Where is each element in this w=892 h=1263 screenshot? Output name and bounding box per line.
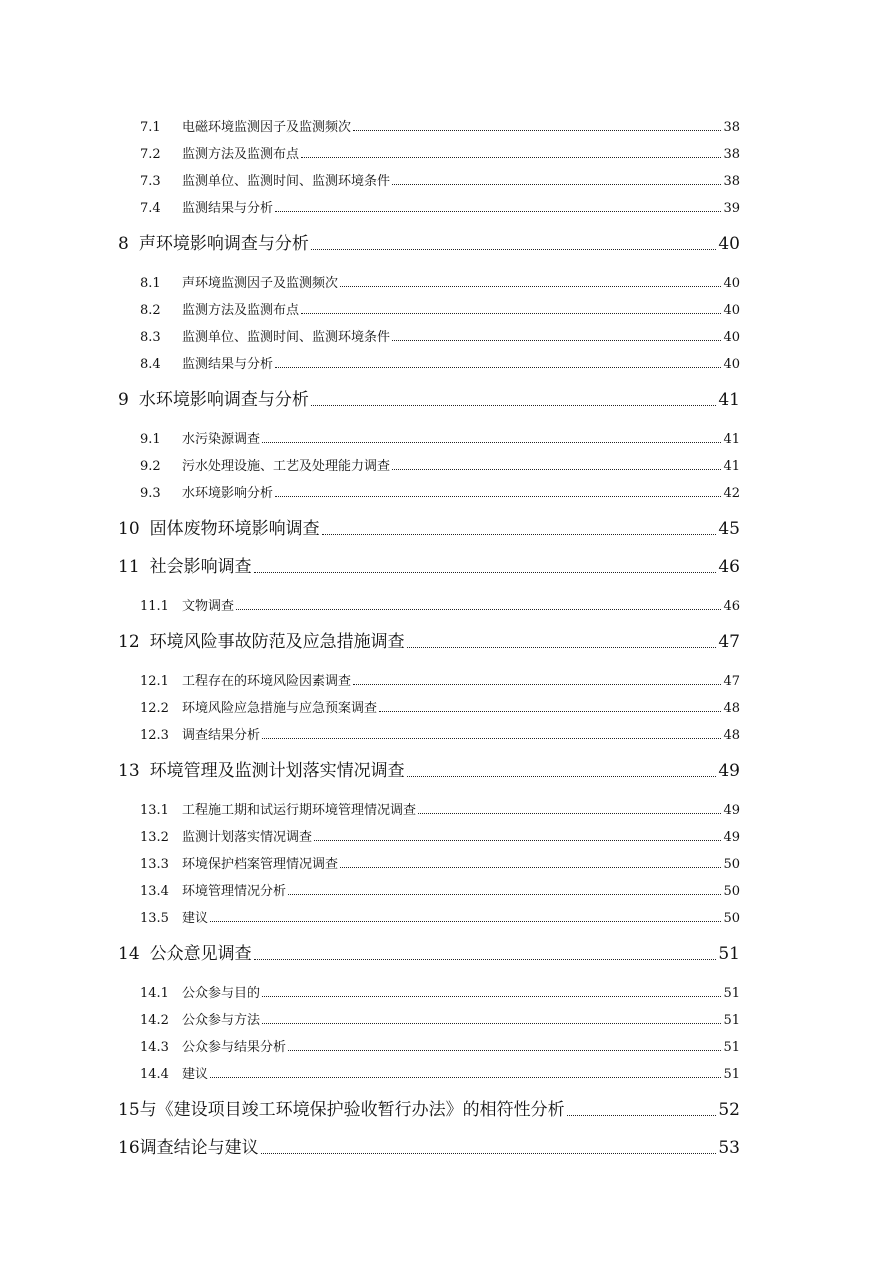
toc-dot-leader	[254, 942, 717, 960]
toc-section-entry[interactable]	[118, 587, 740, 614]
toc-entry-number: 9.3	[140, 486, 161, 501]
toc-entry-title: 公众参与结果分析	[182, 1040, 287, 1055]
toc-entry-number: 9.1	[140, 432, 161, 447]
toc-entry-title: 监测计划落实情况调查	[182, 830, 313, 845]
toc-section-entry[interactable]	[118, 1001, 740, 1028]
toc-entry-number: 12.1	[140, 674, 169, 689]
toc-dot-leader	[340, 854, 721, 868]
toc-entry-page-number: 49	[718, 761, 740, 781]
toc-entry-title: 建议	[182, 911, 209, 926]
toc-entry-page-number: 40	[723, 303, 740, 318]
toc-chapter-entry[interactable]	[118, 1096, 740, 1120]
toc-chapter-entry[interactable]	[118, 757, 740, 781]
toc-dot-leader	[392, 456, 721, 470]
toc-entry-number: 14.1	[140, 986, 169, 1001]
toc-dot-leader	[275, 354, 721, 368]
toc-entry-title: 声环境监测因子及监测频次	[182, 276, 339, 291]
toc-section-entry[interactable]	[118, 716, 740, 743]
toc-section-entry[interactable]	[118, 899, 740, 926]
toc-dot-leader	[392, 171, 721, 185]
toc-dot-leader	[311, 388, 717, 406]
toc-entry-title: 公众意见调查	[149, 944, 252, 964]
toc-dot-leader	[322, 517, 717, 535]
toc-entry-page-number: 50	[723, 857, 740, 872]
toc-entry-page-number: 49	[723, 803, 740, 818]
toc-entry-number: 7.1	[140, 120, 161, 135]
toc-entry-title: 与《建设项目竣工环境保护验收暂行办法》的相符性分析	[139, 1100, 565, 1120]
toc-section-entry[interactable]	[118, 818, 740, 845]
toc-entry-page-number: 47	[723, 674, 740, 689]
toc-entry-number: 13.4	[140, 884, 169, 899]
toc-entry-title: 监测单位、监测时间、监测环境条件	[182, 174, 391, 189]
toc-chapter-entry[interactable]	[118, 940, 740, 964]
toc-dot-leader	[261, 1136, 717, 1154]
toc-section-entry[interactable]	[118, 872, 740, 899]
toc-entry-page-number: 53	[718, 1138, 740, 1158]
toc-entry-number: 10	[118, 519, 140, 539]
toc-entry-title: 环境风险应急措施与应急预案调查	[182, 701, 378, 716]
toc-entry-title: 电磁环境监测因子及监测频次	[182, 120, 352, 135]
toc-entry-title: 社会影响调查	[149, 557, 252, 577]
toc-entry-number: 7.4	[140, 201, 161, 216]
toc-entry-title: 监测结果与分析	[182, 201, 274, 216]
toc-section-entry[interactable]	[118, 189, 740, 216]
toc-entry-title: 文物调查	[182, 599, 235, 614]
toc-entry-number: 12.2	[140, 701, 169, 716]
toc-dot-leader	[210, 908, 721, 922]
toc-entry-title: 污水处理设施、工艺及处理能力调查	[182, 459, 391, 474]
toc-entry-title: 监测结果与分析	[182, 357, 274, 372]
toc-chapter-entry[interactable]	[118, 1134, 740, 1158]
toc-section-entry[interactable]	[118, 420, 740, 447]
toc-entry-page-number: 41	[723, 432, 740, 447]
toc-entry-number: 15	[118, 1100, 140, 1120]
toc-dot-leader	[275, 198, 721, 212]
toc-dot-leader	[210, 1064, 721, 1078]
toc-entry-page-number: 46	[723, 599, 740, 614]
toc-entry-title: 水污染源调查	[182, 432, 261, 447]
toc-dot-leader	[275, 483, 721, 497]
toc-dot-leader	[353, 117, 721, 131]
toc-entry-page-number: 38	[723, 120, 740, 135]
toc-chapter-entry[interactable]	[118, 386, 740, 410]
toc-entry-title: 建议	[182, 1067, 209, 1082]
toc-dot-leader	[392, 327, 721, 341]
toc-entry-title: 公众参与方法	[182, 1013, 261, 1028]
toc-section-entry[interactable]	[118, 791, 740, 818]
toc-entry-page-number: 40	[723, 330, 740, 345]
toc-entry-title: 工程存在的环境风险因素调查	[182, 674, 352, 689]
toc-entry-number: 14.2	[140, 1013, 169, 1028]
toc-entry-number: 14	[118, 944, 140, 964]
toc-entry-number: 12	[118, 632, 140, 652]
toc-dot-leader	[379, 698, 721, 712]
toc-dot-leader	[288, 881, 721, 895]
toc-entry-title: 固体废物环境影响调查	[149, 519, 320, 539]
toc-entry-page-number: 38	[723, 147, 740, 162]
toc-dot-leader	[340, 273, 721, 287]
toc-entry-number: 11.1	[140, 599, 169, 614]
toc-entry-page-number: 41	[723, 459, 740, 474]
toc-entry-title: 调查结果分析	[182, 728, 261, 743]
toc-entry-title: 调查结论与建议	[139, 1138, 259, 1158]
toc-entry-page-number: 51	[723, 986, 740, 1001]
toc-entry-number: 8.3	[140, 330, 161, 345]
toc-entry-title: 工程施工期和试运行期环境管理情况调查	[182, 803, 417, 818]
toc-entry-page-number: 50	[723, 911, 740, 926]
toc-section-entry[interactable]	[118, 447, 740, 474]
toc-section-entry[interactable]	[118, 1028, 740, 1055]
toc-entry-page-number: 51	[723, 1013, 740, 1028]
toc-section-entry[interactable]	[118, 345, 740, 372]
toc-entry-title: 水环境影响分析	[182, 486, 274, 501]
toc-entry-number: 13.2	[140, 830, 169, 845]
toc-entry-number: 9.2	[140, 459, 161, 474]
toc-entry-page-number: 48	[723, 701, 740, 716]
toc-entry-number: 14.3	[140, 1040, 169, 1055]
toc-entry-page-number: 39	[723, 201, 740, 216]
toc-chapter-entry[interactable]	[118, 515, 740, 539]
toc-section-entry[interactable]	[118, 1055, 740, 1082]
toc-section-entry[interactable]	[118, 108, 740, 135]
toc-entry-title: 环境保护档案管理情况调查	[182, 857, 339, 872]
toc-entry-number: 13.3	[140, 857, 169, 872]
toc-section-entry[interactable]	[118, 974, 740, 1001]
toc-entry-page-number: 51	[723, 1040, 740, 1055]
toc-entry-title: 监测单位、监测时间、监测环境条件	[182, 330, 391, 345]
toc-dot-leader	[418, 800, 721, 814]
toc-entry-title: 环境管理及监测计划落实情况调查	[149, 761, 405, 781]
toc-section-entry[interactable]	[118, 474, 740, 501]
table-of-contents	[118, 108, 740, 1168]
toc-section-entry[interactable]	[118, 291, 740, 318]
toc-entry-number: 8.2	[140, 303, 161, 318]
toc-entry-page-number: 42	[723, 486, 740, 501]
toc-entry-title: 水环境影响调查与分析	[138, 390, 309, 410]
toc-entry-number: 11	[118, 557, 140, 577]
toc-entry-page-number: 45	[718, 519, 740, 539]
toc-entry-number: 8	[118, 234, 129, 254]
toc-entry-number: 13	[118, 761, 140, 781]
toc-entry-number: 7.2	[140, 147, 161, 162]
toc-entry-page-number: 51	[718, 944, 740, 964]
toc-dot-leader	[407, 759, 717, 777]
toc-entry-page-number: 49	[723, 830, 740, 845]
toc-dot-leader	[301, 300, 721, 314]
toc-dot-leader	[262, 983, 721, 997]
toc-entry-page-number: 40	[718, 234, 740, 254]
toc-section-entry[interactable]	[118, 662, 740, 689]
toc-entry-page-number: 51	[723, 1067, 740, 1082]
toc-entry-number: 12.3	[140, 728, 169, 743]
toc-entry-page-number: 47	[718, 632, 740, 652]
toc-dot-leader	[254, 555, 717, 573]
toc-entry-title: 环境风险事故防范及应急措施调查	[149, 632, 405, 652]
toc-dot-leader	[262, 725, 721, 739]
toc-section-entry[interactable]	[118, 318, 740, 345]
toc-entry-title: 环境管理情况分析	[182, 884, 287, 899]
toc-entry-number: 13.1	[140, 803, 169, 818]
toc-dot-leader	[567, 1098, 717, 1116]
toc-chapter-entry[interactable]	[118, 553, 740, 577]
toc-entry-title: 监测方法及监测布点	[182, 303, 300, 318]
toc-entry-title: 公众参与目的	[182, 986, 261, 1001]
toc-chapter-entry[interactable]	[118, 230, 740, 254]
toc-dot-leader	[301, 144, 721, 158]
toc-entry-page-number: 52	[718, 1100, 740, 1120]
toc-entry-title: 监测方法及监测布点	[182, 147, 300, 162]
toc-entry-number: 13.5	[140, 911, 169, 926]
toc-dot-leader	[262, 429, 721, 443]
toc-dot-leader	[262, 1010, 721, 1024]
toc-dot-leader	[353, 671, 721, 685]
toc-entry-number: 8.1	[140, 276, 161, 291]
toc-entry-page-number: 38	[723, 174, 740, 189]
toc-dot-leader	[314, 827, 721, 841]
toc-dot-leader	[407, 630, 717, 648]
toc-section-entry[interactable]	[118, 845, 740, 872]
toc-entry-title: 声环境影响调查与分析	[138, 234, 309, 254]
toc-entry-page-number: 46	[718, 557, 740, 577]
toc-section-entry[interactable]	[118, 135, 740, 162]
toc-entry-number: 16	[118, 1138, 140, 1158]
toc-entry-page-number: 48	[723, 728, 740, 743]
toc-dot-leader	[236, 596, 721, 610]
toc-entry-page-number: 40	[723, 357, 740, 372]
toc-section-entry[interactable]	[118, 689, 740, 716]
toc-entry-page-number: 50	[723, 884, 740, 899]
toc-section-entry[interactable]	[118, 162, 740, 189]
toc-entry-number: 9	[118, 390, 129, 410]
toc-chapter-entry[interactable]	[118, 628, 740, 652]
toc-section-entry[interactable]	[118, 264, 740, 291]
toc-entry-number: 8.4	[140, 357, 161, 372]
toc-entry-number: 7.3	[140, 174, 161, 189]
toc-entry-number: 14.4	[140, 1067, 169, 1082]
toc-dot-leader	[288, 1037, 721, 1051]
toc-dot-leader	[311, 232, 717, 250]
toc-entry-page-number: 41	[718, 390, 740, 410]
toc-entry-page-number: 40	[723, 276, 740, 291]
